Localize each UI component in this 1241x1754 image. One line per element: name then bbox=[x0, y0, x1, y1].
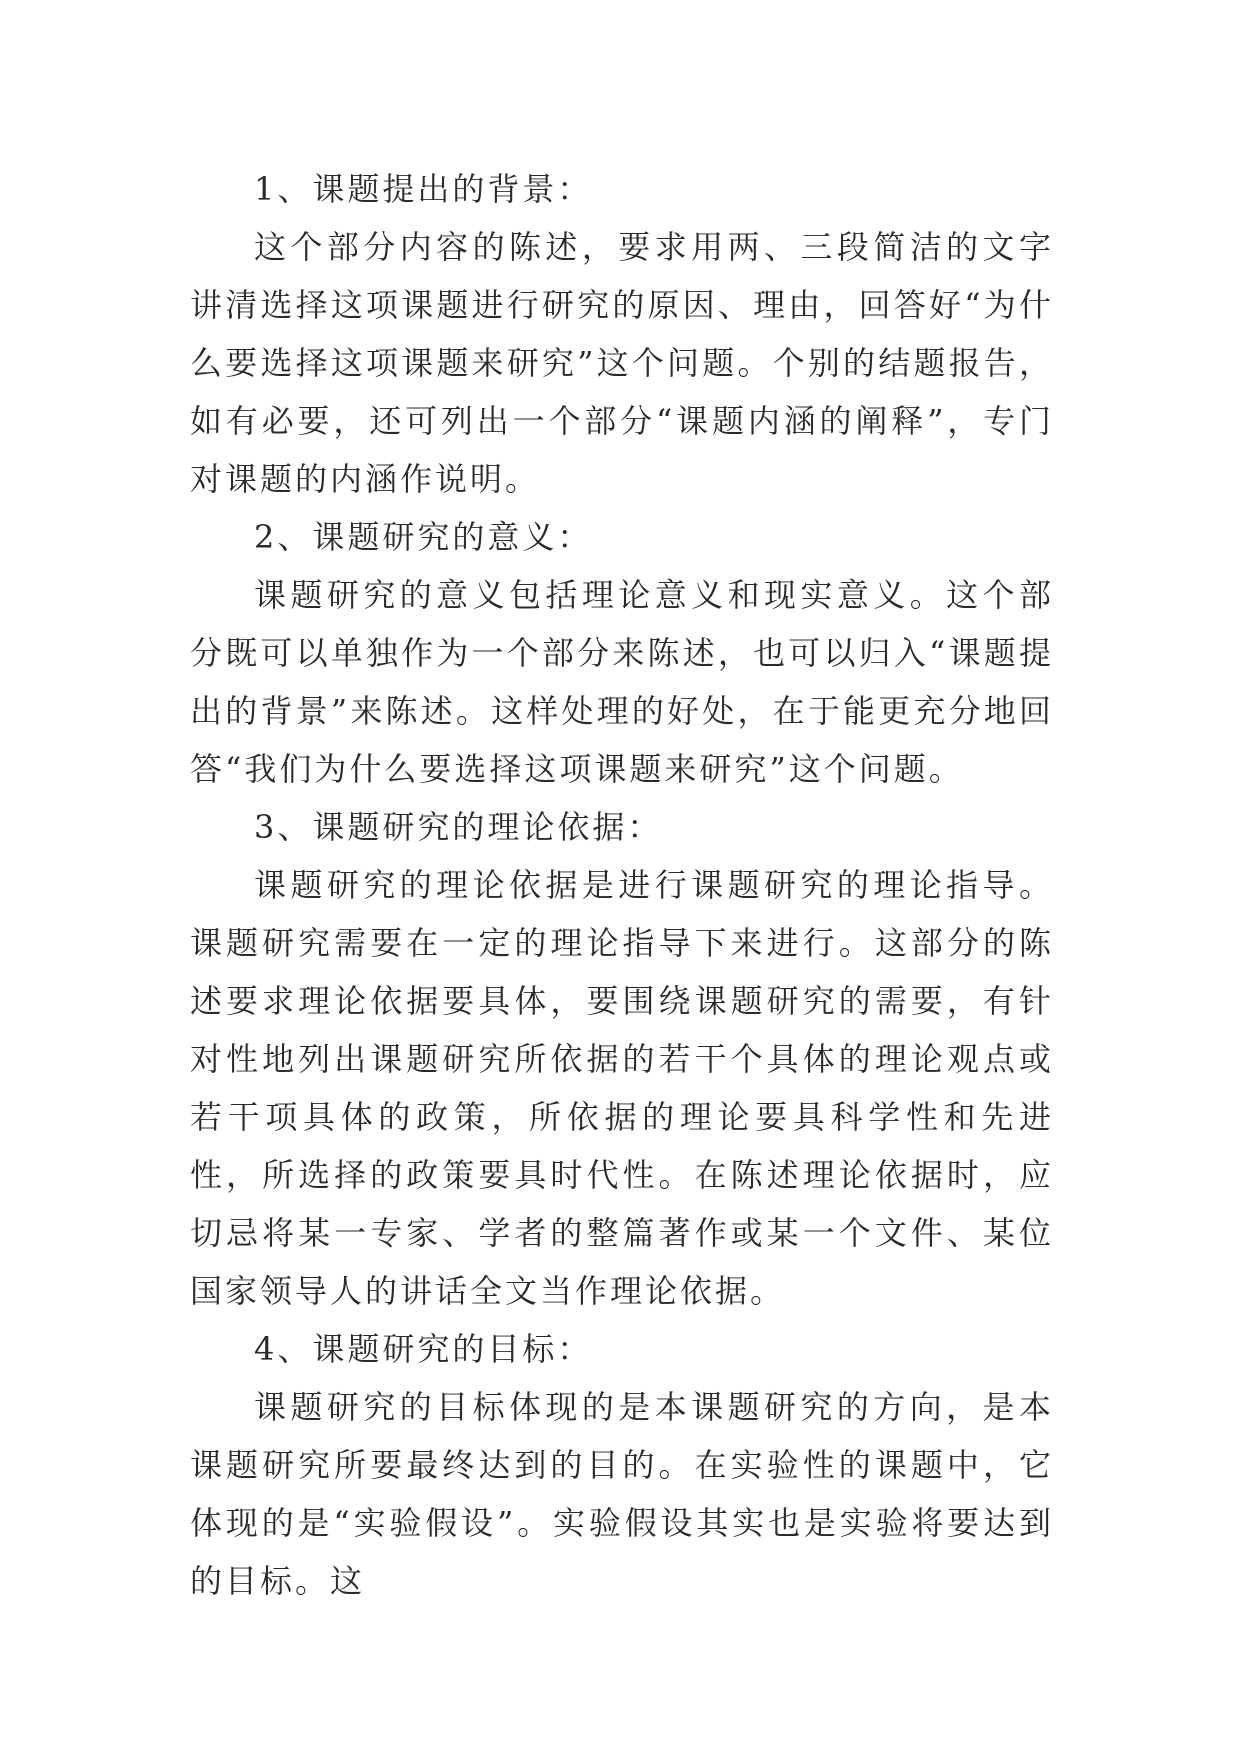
paragraph-background: 这个部分内容的陈述，要求用两、三段简洁的文字讲清选择这项课题进行研究的原因、理由，回答好“为什么要选择这项课题来研究”这个问题。个别的结题报告，如有必要，还可列出一个部分“课题内涵的阐释”，专门对课题的内涵作说明。 bbox=[190, 228, 1054, 498]
paragraph-objectives: 课题研究的目标体现的是本课题研究的方向，是本课题研究所要最终达到的目的。在实验性的课题中，它体现的是“实验假设”。实验假设其实也是实验将要达到的目标。这 bbox=[190, 1388, 1054, 1600]
heading-background: 1、课题提出的背景： bbox=[254, 170, 593, 208]
paragraph-theoretical-basis: 课题研究的理论依据是进行课题研究的理论指导。课题研究需要在一定的理论指导下来进行。这部分的陈述要求理论依据要具体，要围绕课题研究的需要，有针对性地列出课题研究所依据的若干个具体的理论观点或若干项具体的政策，所依据的理论要具科学性和先进性，所选择的政策要具时代性。在陈述理论依据时，应切忌将某一专家、学者的整篇著作或某一个文件、某位国家领导人的讲话全文当作理论依据。 bbox=[190, 866, 1054, 1310]
heading-objectives: 4、课题研究的目标： bbox=[254, 1330, 593, 1368]
document-body bbox=[190, 160, 1054, 1610]
heading-significance: 2、课题研究的意义： bbox=[254, 518, 593, 556]
heading-theoretical-basis: 3、课题研究的理论依据： bbox=[254, 808, 663, 846]
paragraph-significance: 课题研究的意义包括理论意义和现实意义。这个部分既可以单独作为一个部分来陈述，也可以归入“课题提出的背景”来陈述。这样处理的好处，在于能更充分地回答“我们为什么要选择这项课题来研究”这个问题。 bbox=[190, 576, 1054, 788]
